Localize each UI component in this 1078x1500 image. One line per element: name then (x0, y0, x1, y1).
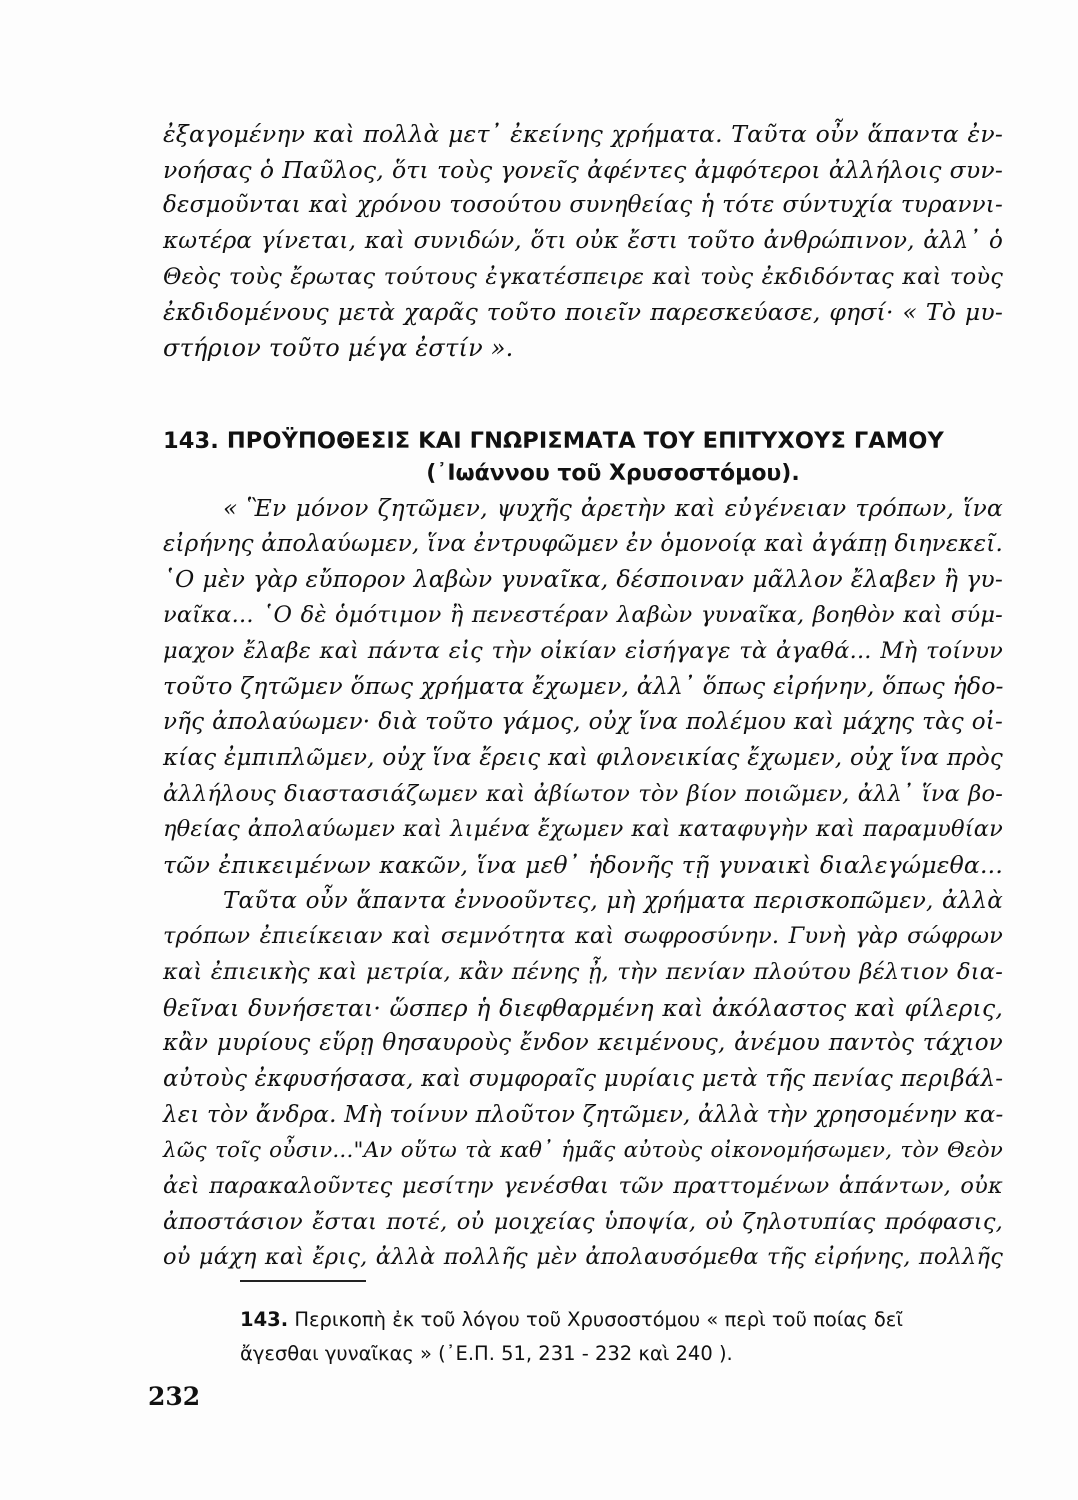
footnote-text: ἄγεσθαι γυναῖκας » (᾽Ε.Π. 51, 231 - 232 καὶ 240 ). (240, 1342, 733, 1365)
text-line: ἐκδιδομένους μετὰ χαρᾶς τοῦτο ποιεῖν παρεσκεύασε, φησί· « Τὸ μυ- (163, 298, 1003, 327)
footnote-divider (240, 1280, 366, 1282)
text-line: εἰρήνης ἀπολαύωμεν, ἵνα ἐντρυφῶμεν ἐν ὁμονοίᾳ καὶ ἀγάπῃ διηνεκεῖ. (163, 530, 1003, 557)
text-line: ἀεὶ παρακαλοῦντες μεσίτην γενέσθαι τῶν πραττομένων ἁπάντων, οὐκ (163, 1173, 1003, 1200)
text-line: λῶς τοῖς οὖσιν..."Αν οὕτω τὰ καθ᾽ ἡμᾶς αὐτοὺς οἰκονομήσωμεν, τὸν Θεὸν (163, 1138, 1003, 1164)
quote-paragraph (163, 491, 1003, 1276)
intro-paragraph (163, 117, 1003, 367)
text-line: κίας ἐμπιπλῶμεν, οὐχ ἵνα ἔρεις καὶ φιλονεικίας ἔχωμεν, οὐχ ἵνα πρὸς (163, 744, 1003, 771)
text-line: Θεὸς τοὺς ἔρωτας τούτους ἐγκατέσπειρε καὶ τοὺς ἐκδιδόντας καὶ τοὺς (163, 263, 1003, 290)
footnote-line (240, 1303, 1010, 1337)
text-line: ηθείας ἀπολαύωμεν καὶ λιμένα ἔχωμεν καὶ καταφυγὴν καὶ παραμυθίαν (163, 816, 1003, 843)
footnote-number: 143. (240, 1308, 289, 1331)
text-line: αὐτοὺς ἐκφυσήσασα, καὶ συμφοραῖς μυρίαις μετὰ τῆς πενίας περιβάλ- (163, 1066, 1004, 1092)
text-line: μαχον ἔλαβε καὶ πάντα εἰς τὴν οἰκίαν εἰσήγαγε τὰ ἀγαθά... Μὴ τοίνυν (163, 637, 1003, 664)
text-line: τῶν ἐπικειμένων κακῶν, ἵνα μεθ᾽ ἡδονῆς τῇ γυναικὶ διαλεγώμεθα... (163, 850, 1003, 879)
text-line: καὶ ἐπιεικὴς καὶ μετρία, κἂν πένης ᾖ, τὴν πενίαν πλούτου βέλτιον δια- (163, 958, 1003, 985)
text-line: λει τὸν ἄνδρα. Μὴ τοίνυν πλοῦτον ζητῶμεν, ἀλλὰ τὴν χρησομένην κα- (163, 1101, 1004, 1128)
text-line: τρόπων ἐπιείκειαν καὶ σεμνότητα καὶ σωφροσύνην. Γυνὴ γὰρ σώφρων (163, 923, 1003, 950)
text-line: δεσμοῦνται καὶ χρόνου τοσούτου συνηθείας ἡ τότε σύντυχία τυραννι- (163, 192, 1003, 219)
text-line: ἀποστάσιον ἔσται ποτέ, οὐ μοιχείας ὑποψία, οὐ ζηλοτυπίας πρόφασις, (163, 1208, 1003, 1235)
page-number: 232 (148, 1382, 201, 1411)
text-line: κἂν μυρίους εὕρῃ θησαυροὺς ἔνδον κειμένους, ἀνέμου παντὸς τάχιον (163, 1030, 1003, 1057)
footnote (240, 1303, 1010, 1371)
text-line: στήριον τοῦτο μέγα ἐστίν ». (163, 334, 514, 363)
text-line: ἐξαγομένην καὶ πολλὰ μετ᾽ ἐκείνης χρήματα. Ταῦτα οὖν ἅπαντα ἐν- (163, 120, 1003, 148)
section-heading: 143. ΠΡΟΫΠΟΘΕΣΙΣ ΚΑΙ ΓΝΩΡΙΣΜΑΤΑ ΤΟΥ ΕΠΙΤΥΧΟΥΣ ΓΑΜΟΥ (163, 428, 944, 454)
text-line: κωτέρα γίνεται, καὶ συνιδών, ὅτι οὐκ ἔστι τοῦτο ἀνθρώπινον, ἀλλ᾽ ὁ (163, 228, 1003, 255)
text-line: ῾Ο μὲν γὰρ εὔπορον λαβὼν γυναῖκα, δέσποιναν μᾶλλον ἔλαβεν ἢ γυ- (163, 565, 1003, 594)
text-line: θεῖναι δυνήσεται· ὥσπερ ἡ διεφθαρμένη καὶ ἀκόλαστος καὶ φίλερις, (163, 993, 1003, 1022)
text-line: τοῦτο ζητῶμεν ὅπως χρήματα ἔχωμεν, ἀλλ᾽ ὅπως εἰρήνην, ὅπως ἡδο- (163, 672, 1004, 701)
section-subheading: (᾽Ιωάννου τοῦ Χρυσοστόμου). (426, 461, 800, 486)
text-line: νοήσας ὁ Παῦλος, ὅτι τοὺς γονεῖς ἀφέντες ἀμφότεροι ἀλλήλοις συν- (163, 155, 1003, 184)
text-line: Ταῦτα οὖν ἅπαντα ἐννοοῦντες, μὴ χρήματα περισκοπῶμεν, ἀλλὰ (223, 887, 1003, 914)
text-line: νῆς ἀπολαύωμεν· διὰ τοῦτο γάμος, οὐχ ἵνα πολέμου καὶ μάχης τὰς οἰ- (163, 709, 1003, 736)
text-line: οὐ μάχη καὶ ἔρις, ἀλλὰ πολλῆς μὲν ἀπολαυσόμεθα τῆς εἰρήνης, πολλῆς (163, 1244, 1003, 1271)
text-line: ναῖκα... ῾Ο δὲ ὁμότιμον ἢ πενεστέραν λαβὼν γυναῖκα, βοηθὸν καὶ σύμ- (163, 602, 1003, 629)
footnote-text: Περικοπὴ ἐκ τοῦ λόγου τοῦ Χρυσοστόμου « περὶ τοῦ ποίας δεῖ (294, 1308, 903, 1331)
text-line: « Ἓν μόνον ζητῶμεν, ψυχῆς ἀρετὴν καὶ εὐγένειαν τρόπων, ἵνα (223, 494, 1003, 522)
text-line: ἀλλήλους διαστασιάζωμεν καὶ ἀβίωτον τὸν βίον ποιῶμεν, ἀλλ᾽ ἵνα βο- (163, 780, 1003, 807)
